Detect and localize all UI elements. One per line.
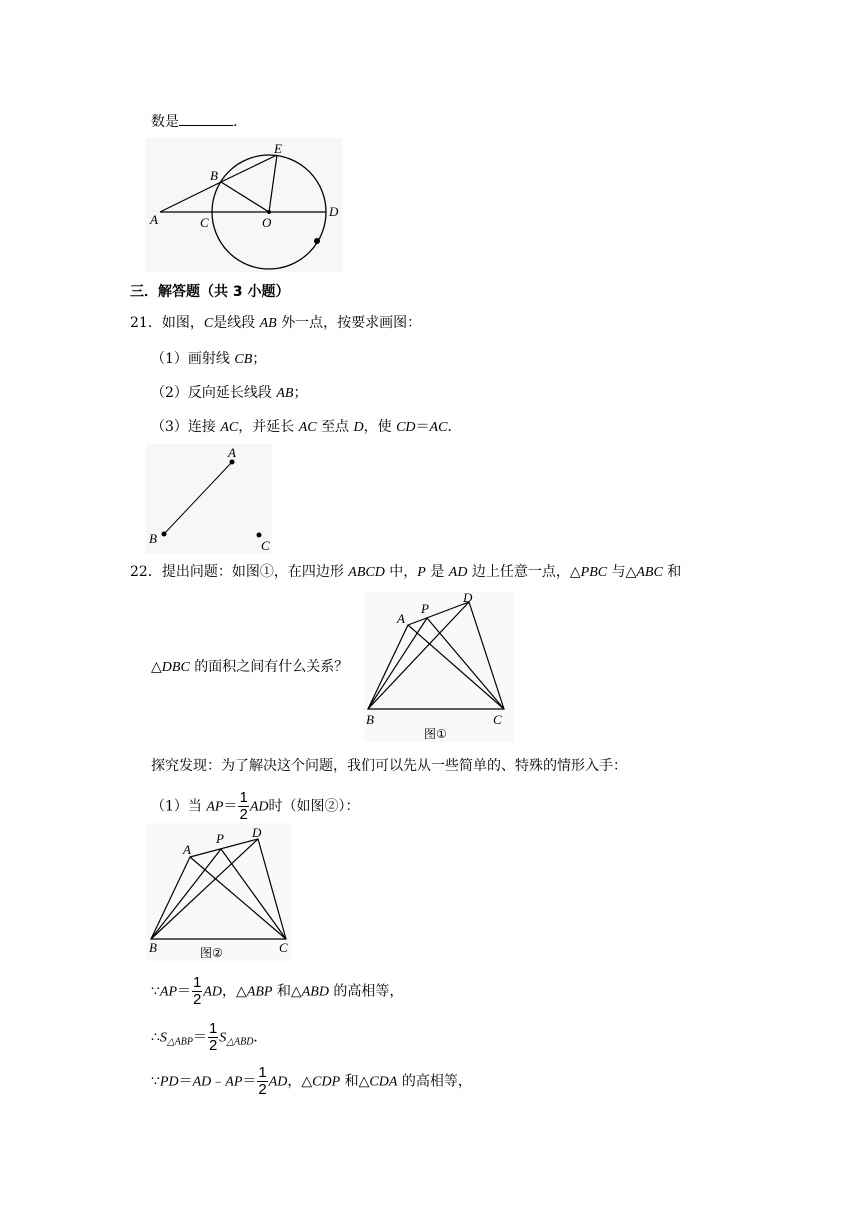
q21-step-3: （3）连接 AC，并延长 AC 至点 D，使 CD＝AC． xyxy=(151,419,462,435)
label-A: A xyxy=(228,445,236,460)
section-heading: 三．解答题（共 3 小题） xyxy=(130,284,290,300)
label-P: P xyxy=(421,601,429,616)
figure-1-caption: 图① xyxy=(424,727,447,741)
label-A: A xyxy=(183,842,191,857)
label-B: B xyxy=(149,940,157,955)
label-C: C xyxy=(279,940,288,955)
label-C: C xyxy=(261,538,270,553)
top-line-end: . xyxy=(233,114,238,130)
label-E: E xyxy=(274,141,282,156)
circle-figure xyxy=(146,138,342,272)
q22-reason-3: ∵PD＝AD﹣AP＝ $\frac{1}{2}$ AD，△CDP 和△CDA 的高相等， xyxy=(151,1064,472,1098)
top-line-text: 数是 xyxy=(151,114,179,130)
label-B: B xyxy=(210,168,218,183)
q22-explore: 探究发现：为了解决这个问题，我们可以先从一些简单的、特殊的情形入手： xyxy=(151,758,627,774)
q22-stem: 22．提出问题：如图①，在四边形 ABCD 中，P 是 AD 边上任意一点，△PBC 与△ABC 和 xyxy=(130,564,682,580)
q21-step-2: （2）反向延长线段 AB； xyxy=(151,385,308,401)
label-A: A xyxy=(397,611,405,626)
top-line xyxy=(151,111,237,132)
figure-2 xyxy=(146,823,292,961)
label-D: D xyxy=(252,825,262,840)
label-P: P xyxy=(216,831,224,846)
label-A: A xyxy=(150,212,158,227)
q22-reason-2: $\therefore S_{\triangle ABP}=$ $\frac{1}{2}$ $S_{\triangle ABD}$． xyxy=(151,1020,268,1054)
figure-2-caption: 图② xyxy=(200,946,223,960)
q22-reason-1: ∵AP＝ $\frac{1}{2}$ AD，△ABP 和△ABD 的高相等， xyxy=(151,974,404,1008)
q22-stem-line2: △DBC 的面积之间有什么关系？ xyxy=(151,659,349,675)
label-D: D xyxy=(329,204,339,219)
label-B: B xyxy=(366,712,374,727)
label-C: C xyxy=(493,712,502,727)
segment-figure xyxy=(146,444,272,554)
label-O: O xyxy=(262,215,272,230)
label-B: B xyxy=(149,531,157,546)
q21-stem: 21．如图，C是线段 AB 外一点，按要求画图： xyxy=(130,315,422,331)
q21-step-1: （1）画射线 CB； xyxy=(151,351,267,367)
label-C: C xyxy=(200,215,209,230)
q22-case-1: （1）当 AP＝ $\frac{1}{2}$ AD时（如图②）： xyxy=(151,789,360,823)
answer-blank xyxy=(179,111,233,126)
label-D: D xyxy=(463,592,473,605)
figure-1 xyxy=(364,592,514,742)
